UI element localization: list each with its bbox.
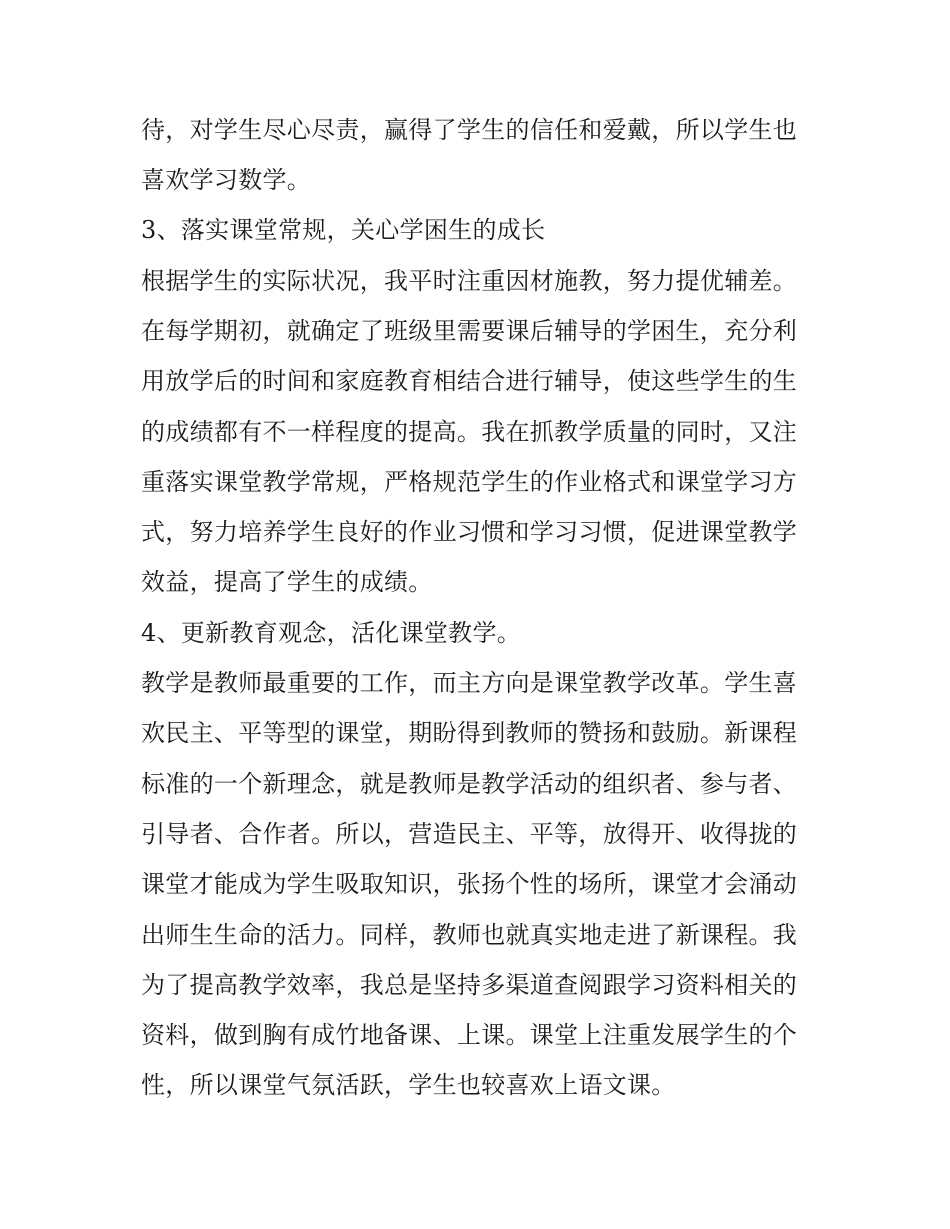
text-line: 待，对学生尽心尽责，赢得了学生的信任和爱戴，所以学生也 [141,116,798,144]
text-line: 式，努力培养学生良好的作业习惯和学习习惯，促进课堂教学 [141,518,798,546]
text-line: 用放学后的时间和家庭教育相结合进行辅导，使这些学生的生 [141,367,798,395]
text-line: 喜欢学习数学。 [141,166,312,194]
text-line: 效益，提高了学生的成绩。 [141,568,433,596]
text-line: 重落实课堂教学常规，严格规范学生的作业格式和课堂学习方 [141,468,798,496]
text-line: 出师生生命的活力。同样，教师也就真实地走进了新课程。我 [141,921,798,949]
text-line: 资料，做到胸有成竹地备课、上课。课堂上注重发展学生的个 [141,1021,798,1049]
text-line: 引导者、合作者。所以，营造民主、平等，放得开、收得拢的 [141,820,798,848]
text-line: 教学是教师最重要的工作，而主方向是课堂教学改革。学生喜 [141,669,798,697]
text-line: 的成绩都有不一样程度的提高。我在抓教学质量的同时，又注 [141,418,798,446]
text-line: 欢民主、平等型的课堂，期盼得到教师的赞扬和鼓励。新课程 [141,719,798,747]
text-line: 在每学期初，就确定了班级里需要课后辅导的学困生，充分利 [141,317,798,345]
text-line: 课堂才能成为学生吸取知识，张扬个性的场所，课堂才会涌动 [141,870,798,898]
text-line: 根据学生的实际状况，我平时注重因材施教，努力提优辅差。 [141,267,798,295]
text-line: 性，所以课堂气氛活跃，学生也较喜欢上语文课。 [141,1071,676,1099]
text-line: 为了提高教学效率，我总是坚持多渠道查阅跟学习资料相关的 [141,971,798,999]
section-heading: 3、落实课堂常规，关心学困生的成长 [141,216,546,244]
section-heading: 4、更新教育观念，活化课堂教学。 [141,619,522,647]
text-line: 标准的一个新理念，就是教师是教学活动的组织者、参与者、 [141,770,798,798]
